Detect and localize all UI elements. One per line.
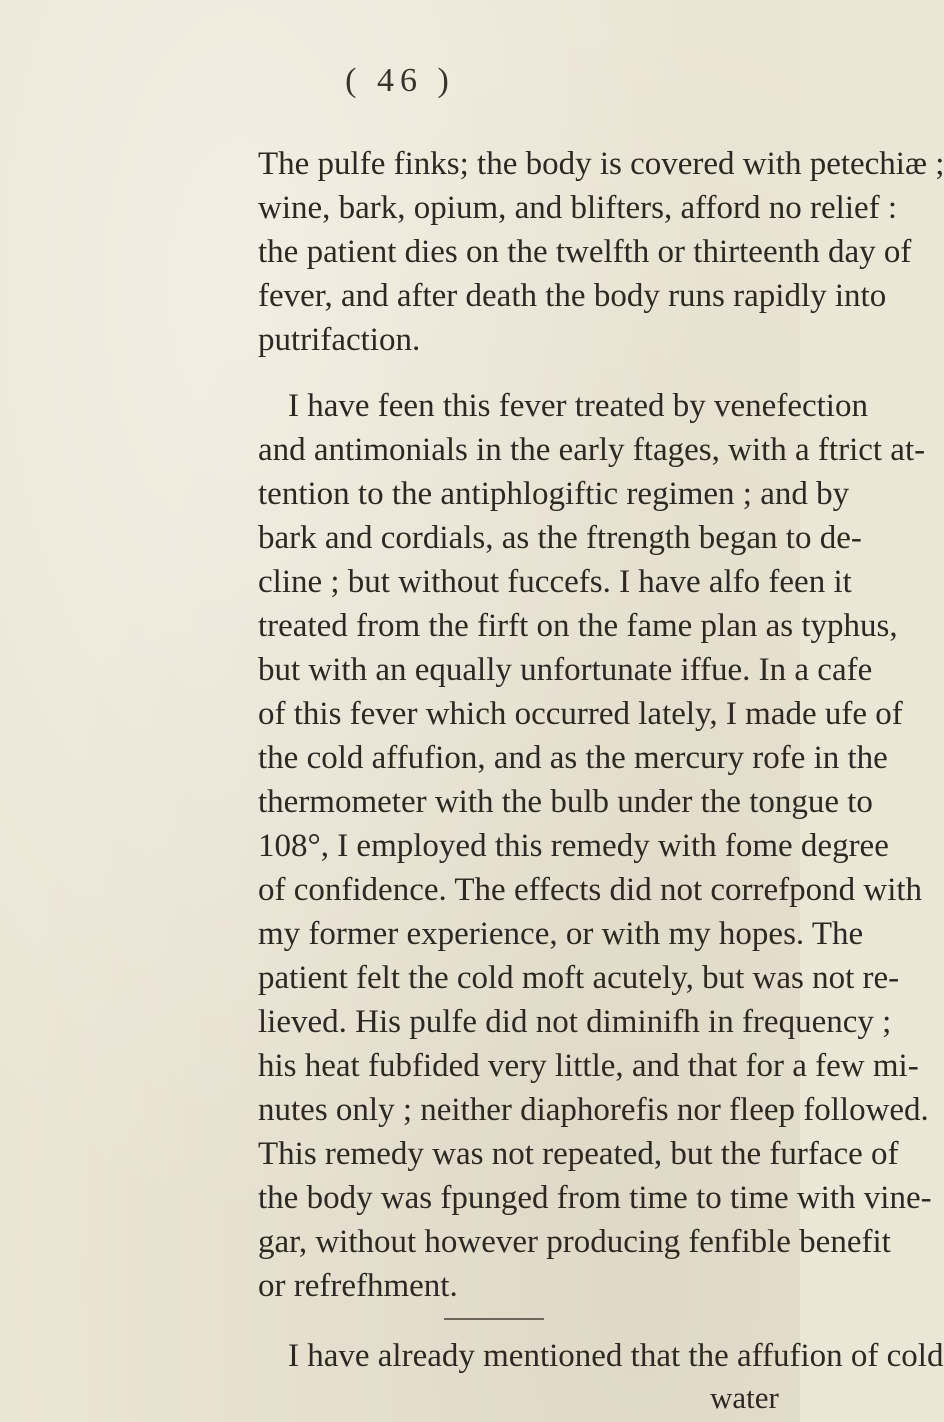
text-line: lieved. His pulfe did not diminifh in frequency ;: [258, 1004, 892, 1040]
catchword: water: [710, 1380, 779, 1415]
text-line: of this fever which occurred lately, I made ufe of: [258, 696, 903, 732]
text-line: tention to the antiphlogiftic regimen ; and by: [258, 476, 850, 512]
text-line: his heat fubfided very little, and that for a few mi-: [258, 1048, 919, 1084]
text-line: bark and cordials, as the ftrength began to de-: [258, 520, 862, 556]
page-number: ( 46 ): [345, 62, 455, 99]
text-line: fever, and after death the body runs rapidly into: [258, 278, 887, 314]
text-line: cline ; but without fuccefs. I have alfo feen it: [258, 564, 852, 600]
text-line: wine, bark, opium, and blifters, afford no relief :: [258, 190, 898, 226]
text-line: gar, without however producing fenfible benefit: [258, 1224, 891, 1260]
text-line: patient felt the cold moft acutely, but was not re-: [258, 960, 900, 996]
section-divider: [444, 1318, 544, 1320]
text-line: of confidence. The effects did not correfpond with: [258, 872, 923, 908]
text-line: the cold affufion, and as the mercury rofe in the: [258, 740, 888, 776]
text-line: I have feen this fever treated by venefection: [288, 388, 868, 424]
text-line: the patient dies on the twelfth or thirteenth day of: [258, 234, 912, 270]
text-line: I have already mentioned that the affufion of cold: [288, 1338, 944, 1374]
text-line: 108°, I employed this remedy with fome degree: [258, 828, 889, 864]
text-line: my former experience, or with my hopes. The: [258, 916, 864, 952]
text-line: nutes only ; neither diaphorefis nor fleep followed.: [258, 1092, 929, 1128]
text-line: thermometer with the bulb under the tongue to: [258, 784, 873, 820]
text-line: but with an equally unfortunate iffue. In a cafe: [258, 652, 873, 688]
text-line: The pulfe finks; the body is covered with petechiæ ;: [258, 146, 944, 182]
text-line: the body was fpunged from time to time with vine-: [258, 1180, 932, 1216]
text-line: This remedy was not repeated, but the furface of: [258, 1136, 899, 1172]
text-line: putrifaction.: [258, 322, 421, 358]
text-line: or refrefhment.: [258, 1268, 458, 1304]
text-line: treated from the firft on the fame plan as typhus,: [258, 608, 898, 644]
text-line: and antimonials in the early ftages, with a ftrict at-: [258, 432, 926, 468]
